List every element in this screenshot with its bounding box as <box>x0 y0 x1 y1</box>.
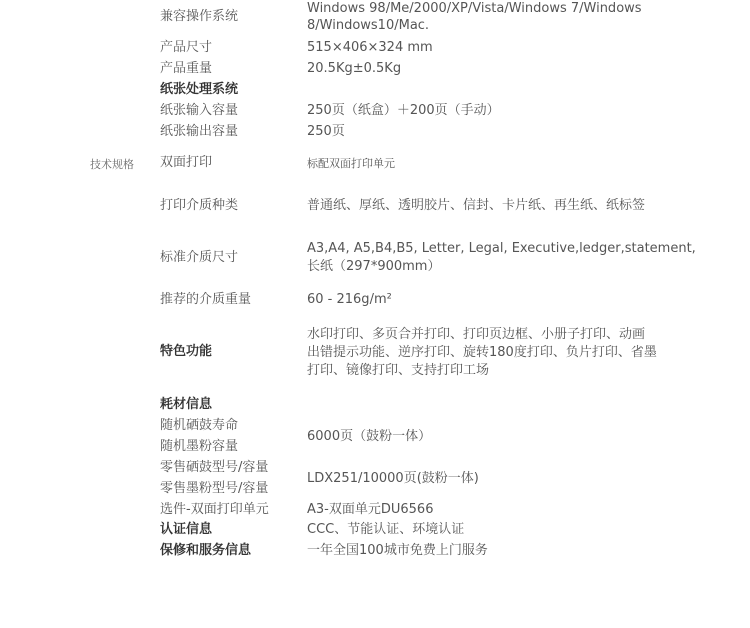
media-weight-value: 60 - 216g/m² <box>307 292 392 307</box>
output-capacity-label: 纸张输出容量 <box>160 124 239 139</box>
certification-value: CCC、节能认证、环境认证 <box>307 522 465 537</box>
option-value: A3-双面单元DU6566 <box>307 502 434 517</box>
input-capacity-label: 纸张输入容量 <box>160 103 239 118</box>
option-label: 选件-双面打印单元 <box>160 502 269 517</box>
retail-toner-label: 零售墨粉型号/容量 <box>160 481 269 496</box>
input-capacity-value: 250页（纸盒）＋200页（手动） <box>307 103 500 118</box>
features-label: 特色功能 <box>160 344 213 359</box>
duplex-value: 标配双面打印单元 <box>307 157 395 170</box>
warranty-label: 保修和服务信息 <box>160 543 252 558</box>
duplex-label: 双面打印 <box>160 155 213 170</box>
paper-section-heading: 纸张处理系统 <box>160 82 239 97</box>
consumables-section-heading: 耗材信息 <box>160 397 213 412</box>
certification-label: 认证信息 <box>160 522 213 537</box>
retail-drum-label: 零售硒鼓型号/容量 <box>160 460 269 475</box>
toner-capacity-label: 随机墨粉容量 <box>160 439 239 454</box>
drum-toner-value: 6000页（鼓粉一体） <box>307 429 432 444</box>
retail-value: LDX251/10000页(鼓粉一体) <box>307 471 479 486</box>
size-label: 产品尺寸 <box>160 40 213 55</box>
os-value-line2: 8/Windows10/Mac. <box>307 18 430 33</box>
media-size-label: 标准介质尺寸 <box>160 250 239 265</box>
media-type-value: 普通纸、厚纸、透明胶片、信封、卡片纸、再生纸、纸标签 <box>307 198 646 213</box>
media-type-label: 打印介质种类 <box>160 198 239 213</box>
output-capacity-value: 250页 <box>307 124 345 139</box>
drum-life-label: 随机硒鼓寿命 <box>160 418 239 433</box>
os-value-line1: Windows 98/Me/2000/XP/Vista/Windows 7/Windows <box>307 1 642 16</box>
side-category-label: 技术规格 <box>90 158 134 171</box>
weight-label: 产品重量 <box>160 61 213 76</box>
size-value: 515×406×324 mm <box>307 40 433 55</box>
weight-value: 20.5Kg±0.5Kg <box>307 61 402 76</box>
media-size-value-line1: A3,A4, A5,B4,B5, Letter, Legal, Executive,ledger,statement, <box>307 241 696 256</box>
features-value-line2: 出错提示功能、逆序打印、旋转180度打印、负片打印、省墨 <box>307 345 657 360</box>
media-weight-label: 推荐的介质重量 <box>160 292 252 307</box>
os-label: 兼容操作系统 <box>160 9 239 24</box>
media-size-value-line2: 长纸（297*900mm） <box>307 259 441 274</box>
features-value-line1: 水印打印、多页合并打印、打印页边框、小册子打印、动画 <box>307 327 646 342</box>
warranty-value: 一年全国100城市免费上门服务 <box>307 543 488 558</box>
features-value-line3: 打印、镜像打印、支持打印工场 <box>307 363 490 378</box>
